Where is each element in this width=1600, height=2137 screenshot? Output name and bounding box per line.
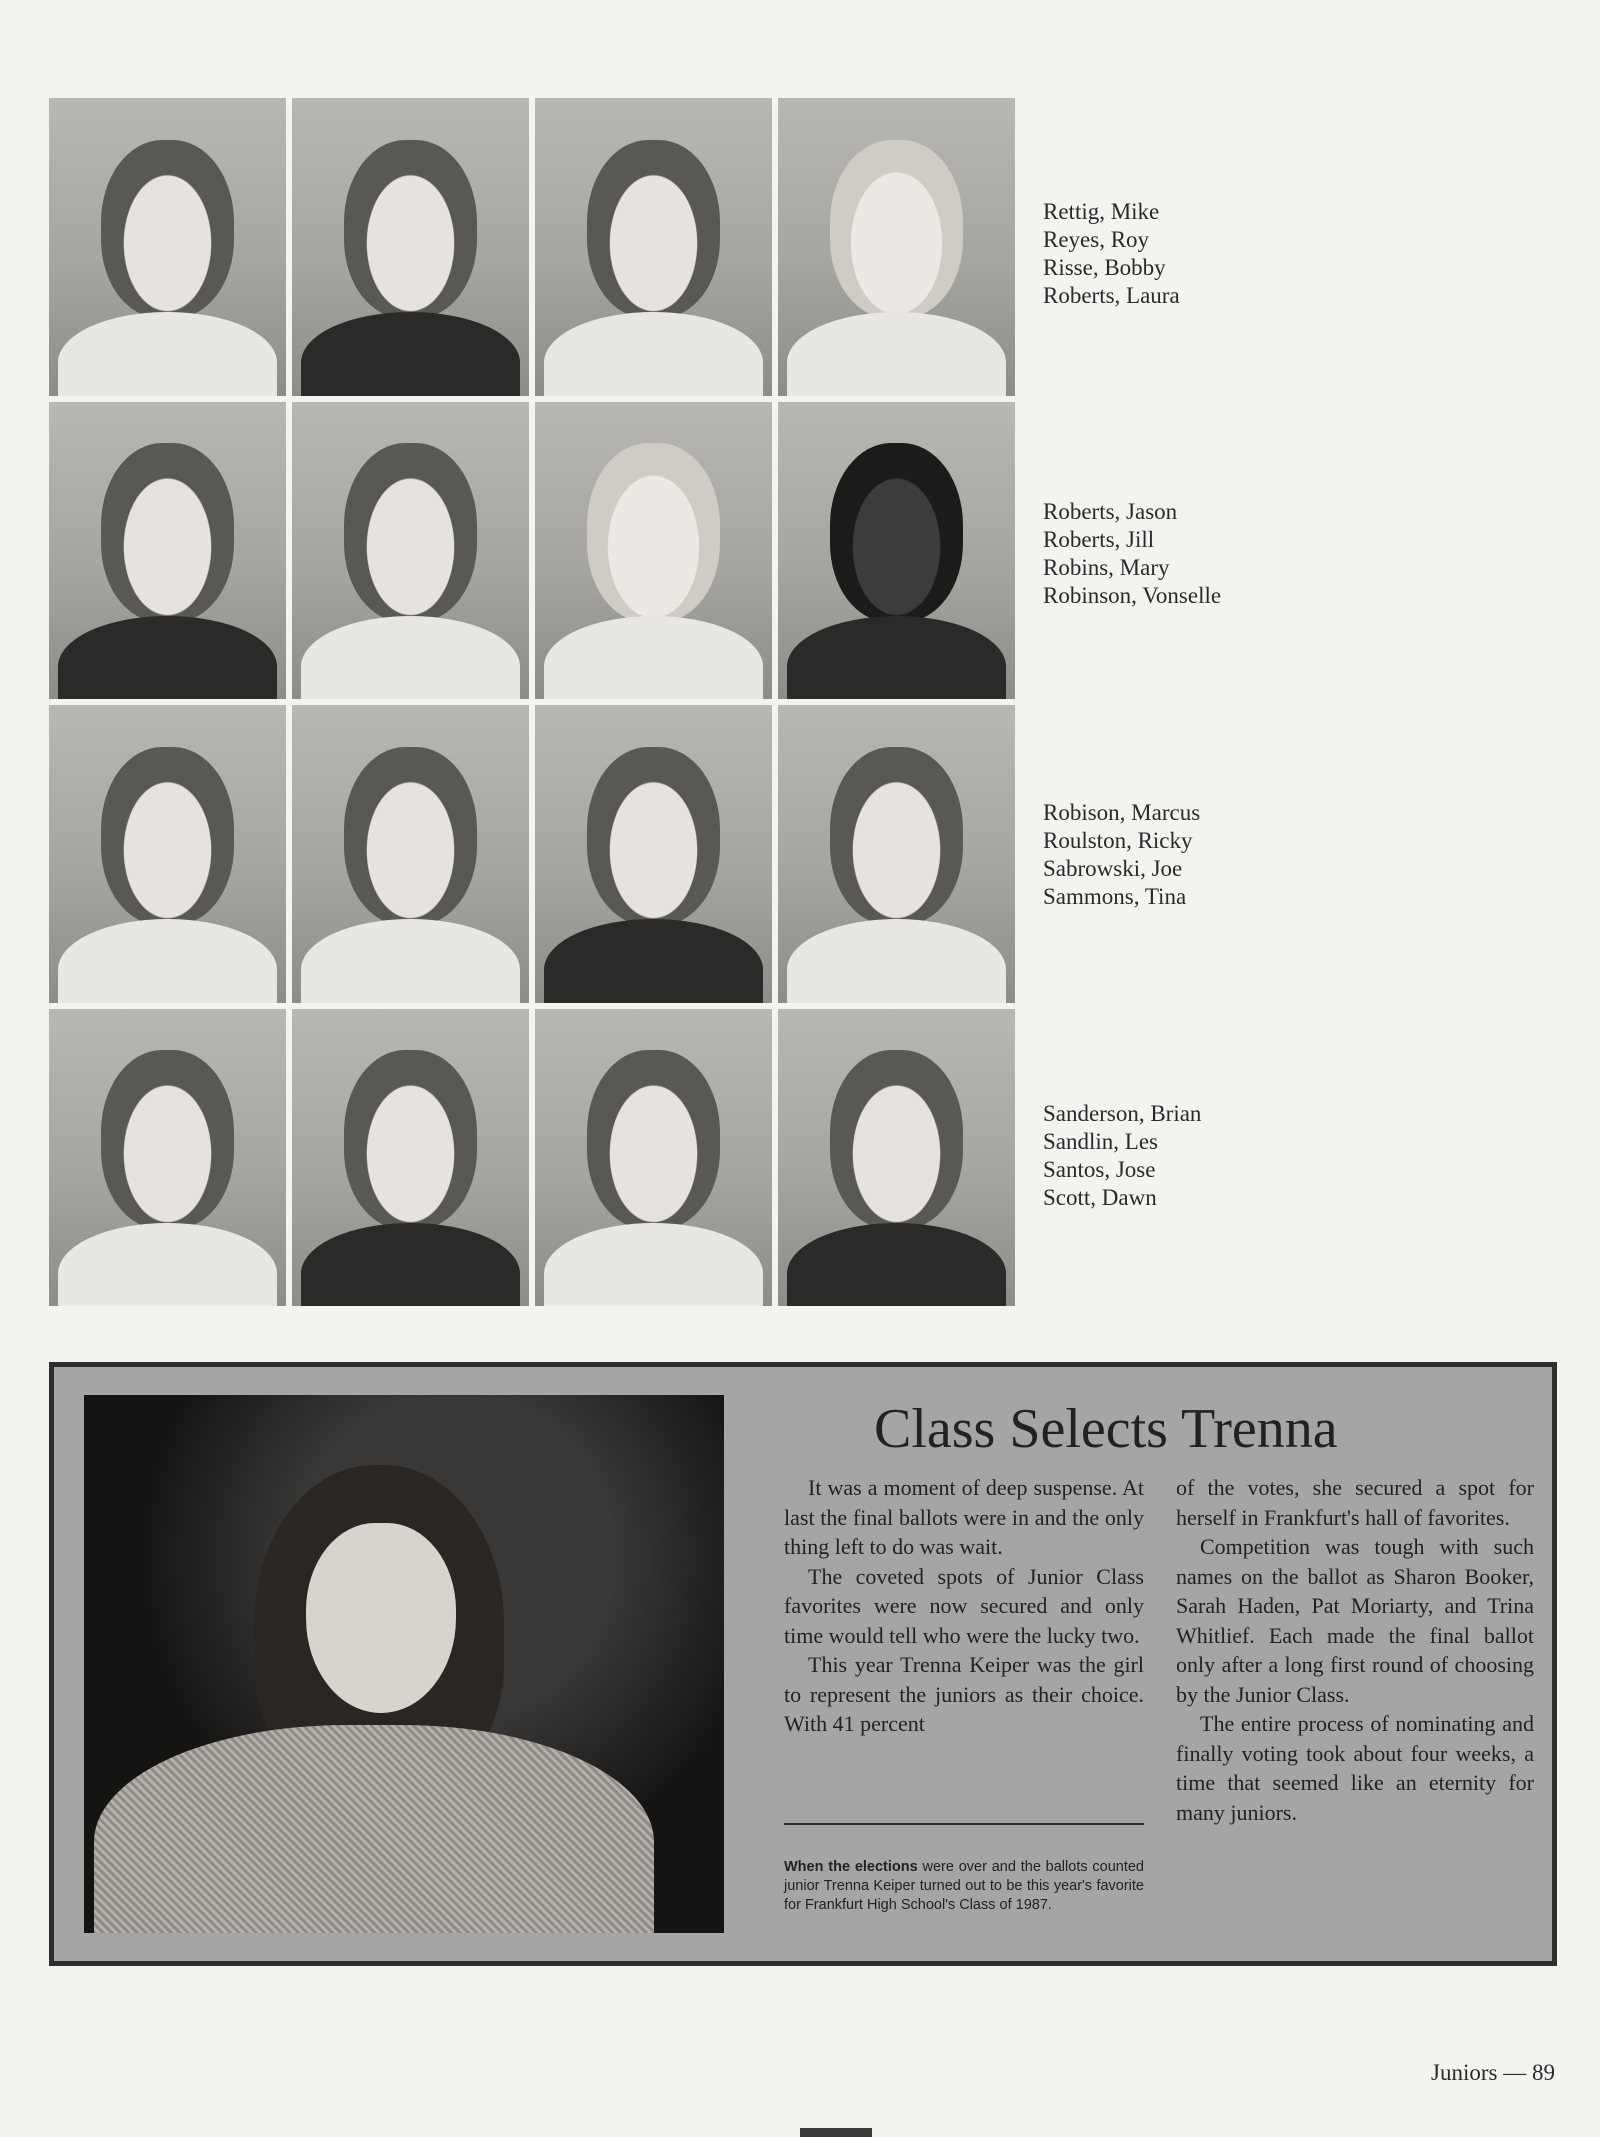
name-list-row-4 — [1043, 1100, 1201, 1212]
portrait-robinson-vonselle — [778, 402, 1015, 700]
student-name: Scott, Dawn — [1043, 1185, 1157, 1210]
student-name: Robison, Marcus — [1043, 800, 1201, 825]
portrait-sabrowski-joe — [535, 705, 772, 1003]
caption-lead: When the elections — [784, 1859, 918, 1875]
article-column-2 — [1176, 1473, 1534, 1827]
student-name: Sammons, Tina — [1043, 884, 1187, 909]
portrait-robison-marcus — [49, 705, 286, 1003]
photo-caption — [784, 1858, 1144, 1915]
feature-headline: Class Selects Trenna — [874, 1398, 1338, 1460]
portrait-roberts-jason — [49, 402, 286, 700]
portrait-reyes-roy — [292, 98, 529, 396]
portrait-sandlin-les — [292, 1009, 529, 1307]
article-paragraph: of the votes, she secured a spot for herself in Frankfurt's hall of favorites. — [1176, 1475, 1534, 1530]
student-name: Rettig, Mike — [1043, 199, 1160, 224]
article-paragraph: It was a moment of deep suspense. At last the final ballots were in and the only thing left to do was wait. — [784, 1475, 1144, 1559]
page-folio: Juniors — 89 — [1431, 2060, 1555, 2085]
student-name: Sandlin, Les — [1043, 1129, 1158, 1154]
caption-text: were over and the ballots counted junior Trenna Keiper turned out to be this year's favorite for Frankfurt High School's Class of 1987. — [784, 1859, 1144, 1913]
caption-divider — [784, 1823, 1144, 1825]
name-list-row-2 — [1043, 498, 1221, 610]
portrait-roberts-laura — [778, 98, 1015, 396]
student-name: Reyes, Roy — [1043, 227, 1150, 252]
student-name: Robinson, Vonselle — [1043, 583, 1222, 608]
portrait-risse-bobby — [535, 98, 772, 396]
article-paragraph: The coveted spots of Junior Class favorites were now secured and only time would tell who were the lucky two. — [784, 1563, 1144, 1648]
article-paragraph: Competition was tough with such names on the ballot as Sharon Booker, Sarah Haden, Pat Moriarty, and Trina Whitlief. Each made the final ballot only after a long first round of choosing by the Junior Class. — [1176, 1534, 1534, 1707]
portrait-roulston-ricky — [292, 705, 529, 1003]
article-paragraph: The entire process of nominating and finally voting took about four weeks, a time that seemed like an eternity for many juniors. — [1176, 1711, 1534, 1825]
portrait-robins-mary — [535, 402, 772, 700]
student-name: Roberts, Jason — [1043, 499, 1178, 524]
portrait-roberts-jill — [292, 402, 529, 700]
student-name: Roberts, Laura — [1043, 283, 1180, 308]
student-name: Santos, Jose — [1043, 1157, 1156, 1182]
feature-photo — [84, 1395, 724, 1933]
article-column-1 — [784, 1473, 1144, 1739]
name-list-row-1 — [1043, 198, 1180, 310]
portrait-sammons-tina — [778, 705, 1015, 1003]
article-paragraph: This year Trenna Keiper was the girl to represent the juniors as their choice. With 41 percent — [784, 1652, 1144, 1736]
student-name: Roberts, Jill — [1043, 527, 1155, 552]
student-name: Robins, Mary — [1043, 555, 1170, 580]
portrait-rettig-mike — [49, 98, 286, 396]
student-name: Sabrowski, Joe — [1043, 856, 1183, 881]
name-list-row-3 — [1043, 799, 1200, 911]
student-name: Risse, Bobby — [1043, 255, 1166, 280]
student-name: Roulston, Ricky — [1043, 828, 1193, 853]
student-name: Sanderson, Brian — [1043, 1101, 1202, 1126]
printer-mark — [800, 2128, 872, 2137]
portrait-sanderson-brian — [49, 1009, 286, 1307]
feature-box — [49, 1362, 1557, 1966]
portrait-scott-dawn — [778, 1009, 1015, 1307]
portrait-santos-jose — [535, 1009, 772, 1307]
portrait-grid — [49, 98, 1015, 1306]
